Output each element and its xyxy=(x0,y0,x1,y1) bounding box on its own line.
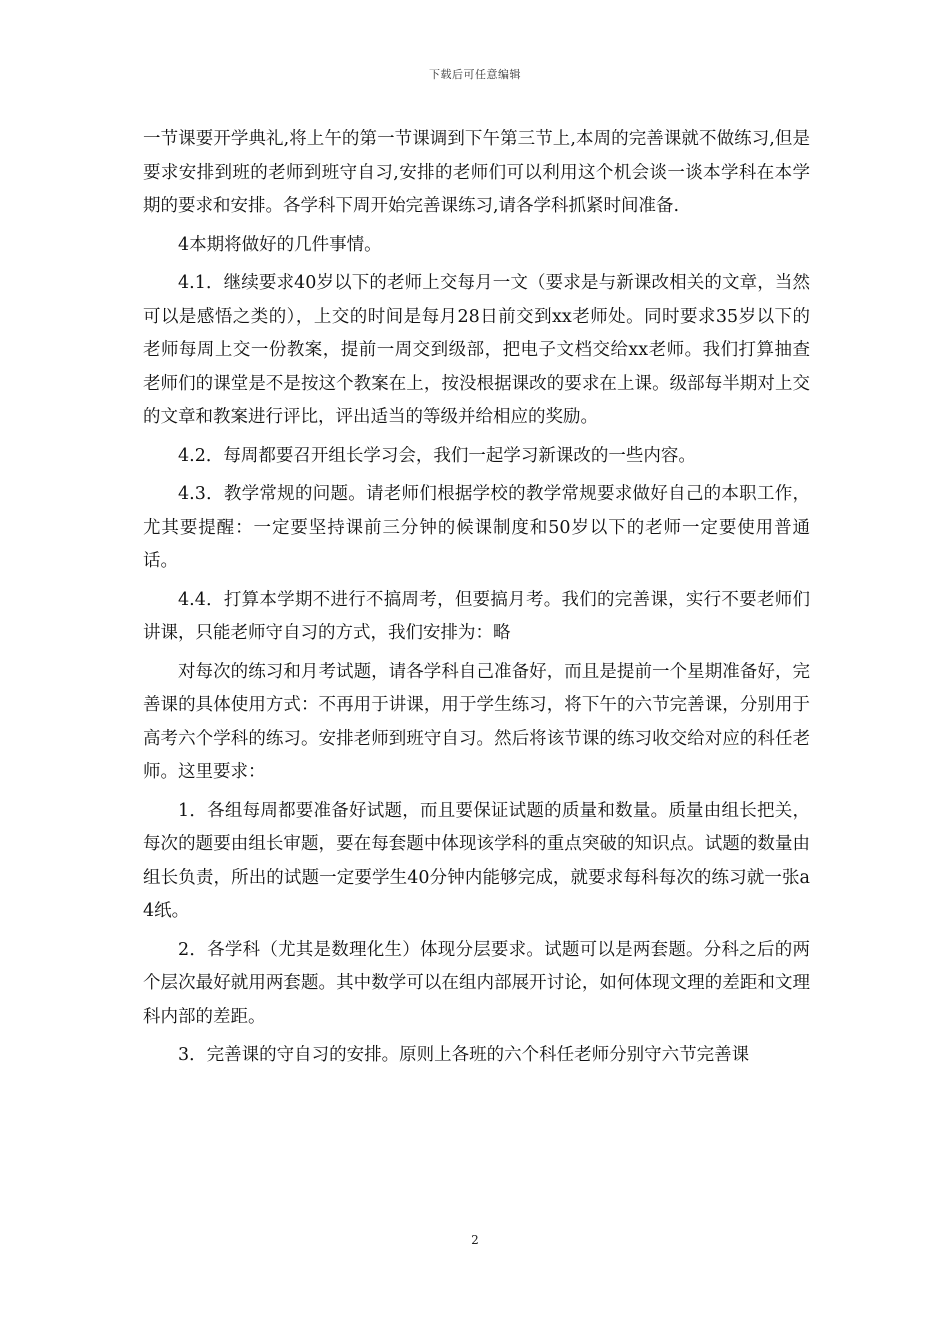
paragraph-4-4: 4.4．打算本学期不进行不搞周考，但要搞月考。我们的完善课，实行不要老师们讲课，只能老师守自习的方式，我们安排为：略 xyxy=(143,589,810,643)
paragraph-requirement-1: 1．各组每周都要准备好试题，而且要保证试题的质量和数量。质量由组长把关，每次的题要由组长审题，要在每套题中体现该学科的重点突破的知识点。试题的数量由组长负责，所出的试题一定要学生40分钟内能够完成，就要求每科每次的练习就一张a4纸。 xyxy=(143,800,810,921)
paragraph-practice-arrangement: 对每次的练习和月考试题，请各学科自己准备好，而且是提前一个星期准备好，完善课的具体使用方式：不再用于讲课，用于学生练习，将下午的六节完善课，分别用于高考六个学科的练习。安排老师到班守自习。然后将该节课的练习收交给对应的科任老师。这里要求： xyxy=(143,661,810,782)
paragraph-continuation: 一节课要开学典礼,将上午的第一节课调到下午第三节上,本周的完善课就不做练习,但是要求安排到班的老师到班守自习,安排的老师们可以利用这个机会谈一谈本学科在本学期的要求和安排。各学科下周开始完善课练习,请各学科抓紧时间准备. xyxy=(143,129,810,216)
paragraph-section-4: 4本期将做好的几件事情。 xyxy=(178,234,382,255)
paragraph-4-3: 4.3．教学常规的问题。请老师们根据学校的教学常规要求做好自己的本职工作，尤其要提醒：一定要坚持课前三分钟的候课制度和50岁以下的老师一定要使用普通话。 xyxy=(143,484,810,571)
paragraph-4-2: 4.2．每周都要召开组长学习会，我们一起学习新课改的一些内容。 xyxy=(178,445,696,466)
page-number: 2 xyxy=(471,1233,479,1247)
document-body xyxy=(143,123,810,1073)
paragraph-4-1: 4.1．继续要求40岁以下的老师上交每月一文（要求是与新课改相关的文章，当然可以是感悟之类的），上交的时间是每月28日前交到xx老师处。同时要求35岁以下的老师每周上交一份教案，提前一周交到级部，把电子文档交给xx老师。我们打算抽查老师们的课堂是不是按这个教案在上，按没根据课改的要求在上课。级部每半期对上交的文章和教案进行评比，评出适当的等级并给相应的奖励。 xyxy=(143,273,810,427)
paragraph-requirement-3: 3．完善课的守自习的安排。原则上各班的六个科任老师分别守六节完善课 xyxy=(178,1045,750,1065)
paragraph-requirement-2: 2．各学科（尤其是数理化生）体现分层要求。试题可以是两套题。分科之后的两个层次最好就用两套题。其中数学可以在组内部展开讨论，如何体现文理的差距和文理科内部的差距。 xyxy=(143,939,810,1027)
page-header: 下载后可任意编辑 xyxy=(429,68,521,81)
